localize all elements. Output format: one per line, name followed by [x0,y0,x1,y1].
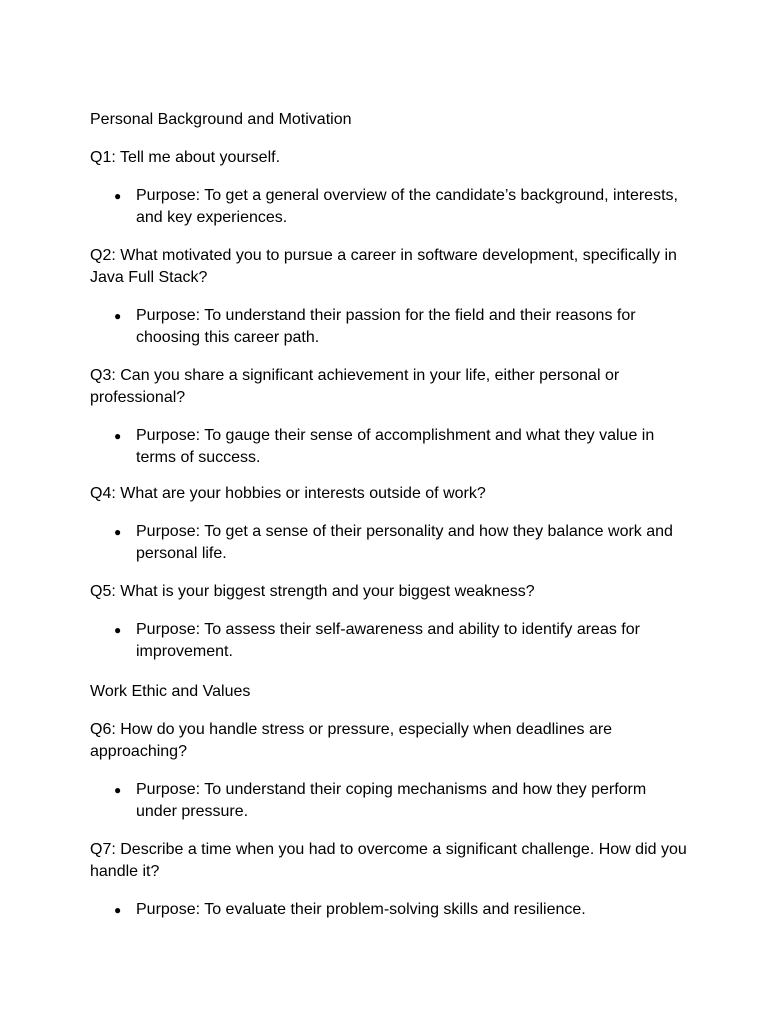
bullet-icon: ● [114,623,122,637]
purpose-text: Purpose: To get a general overview of the candidate’s background, interests, and key experiences. [136,187,678,226]
purpose-text: Purpose: To assess their self-awareness and ability to identify areas for improvement. [136,621,640,660]
purpose-list [90,899,690,921]
purpose-text: Purpose: To understand their coping mechanisms and how they perform under pressure. [136,781,647,820]
question-text: Q3: Can you share a significant achievement in your life, either personal or professional? [90,367,620,406]
purpose-text: Purpose: To get a sense of their personality and how they balance work and personal life. [136,523,673,562]
purpose-item [90,425,690,469]
purpose-list [90,305,690,349]
purpose-list [90,619,690,663]
bullet-icon: ● [114,783,122,797]
bullet-icon: ● [114,429,122,443]
purpose-item [90,521,690,565]
purpose-item [90,899,690,921]
question-text: Q4: What are your hobbies or interests outside of work? [90,485,486,502]
purpose-text: Purpose: To gauge their sense of accomplishment and what they value in terms of success. [136,427,655,466]
purpose-item [90,619,690,663]
purpose-list [90,779,690,823]
purpose-list [90,521,690,565]
purpose-list [90,425,690,469]
question-text: Q6: How do you handle stress or pressure, especially when deadlines are approaching? [90,721,613,760]
question-text: Q5: What is your biggest strength and your biggest weakness? [90,583,535,600]
bullet-icon: ● [114,309,122,323]
document-content [90,109,690,921]
question-text: Q2: What motivated you to pursue a career in software development, specifically in Java Full Stack? [90,247,677,286]
purpose-text: Purpose: To evaluate their problem-solving skills and resilience. [136,901,586,918]
bullet-icon: ● [114,903,122,917]
purpose-list [90,185,690,229]
bullet-icon: ● [114,525,122,539]
purpose-item [90,185,690,229]
purpose-item [90,305,690,349]
section-heading: Work Ethic and Values [90,683,251,700]
purpose-item [90,779,690,823]
purpose-text: Purpose: To understand their passion for the field and their reasons for choosing this career path. [136,307,636,346]
section-heading: Personal Background and Motivation [90,111,352,128]
question-text: Q7: Describe a time when you had to overcome a significant challenge. How did you handle it? [90,841,687,880]
question-text: Q1: Tell me about yourself. [90,149,281,166]
bullet-icon: ● [114,189,122,203]
